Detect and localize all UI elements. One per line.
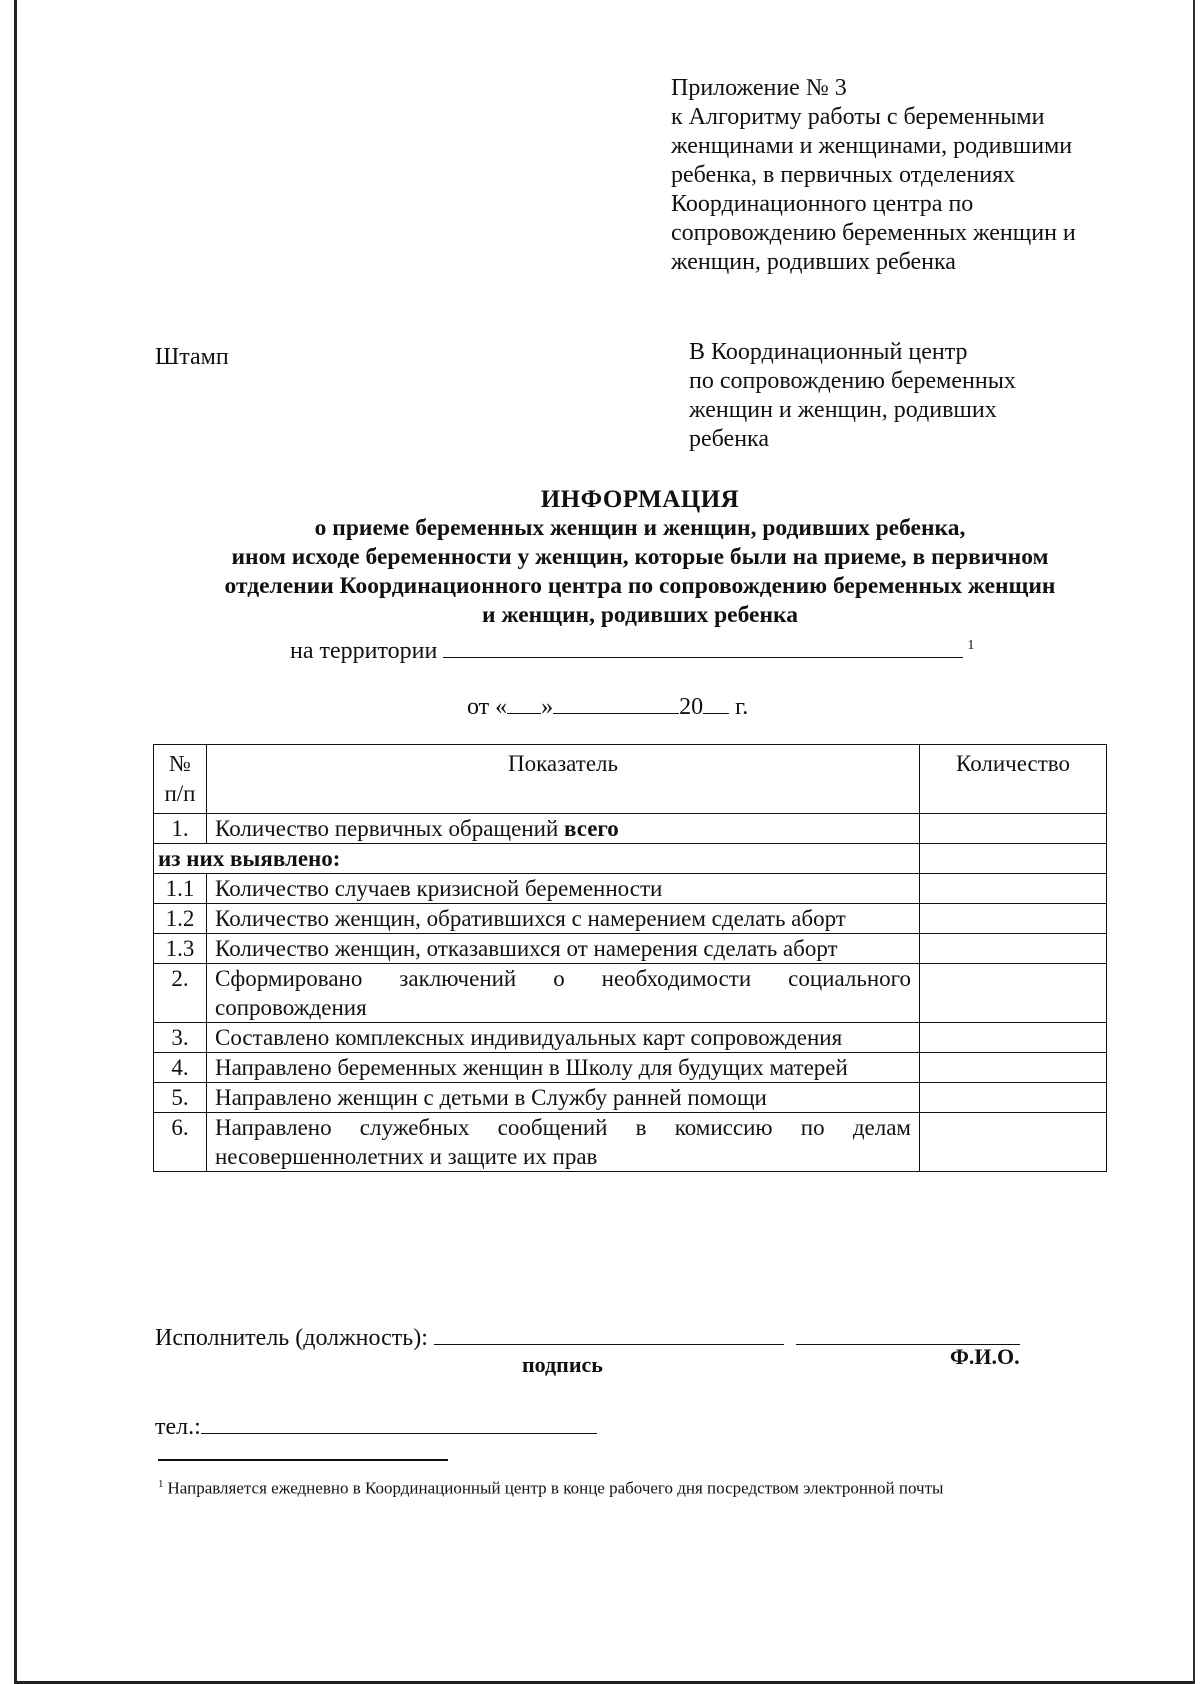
title-line: о приеме беременных женщин и женщин, родивших ребенка, [314, 515, 966, 541]
appendix-line: сопровождению беременных женщин и [671, 220, 1076, 246]
row-label [207, 814, 920, 844]
table-row [154, 874, 1107, 904]
date-field [467, 691, 748, 721]
recipient-line: В Координационный центр [689, 339, 968, 365]
row-number: 1.2 [154, 904, 207, 934]
date-prefix: от « [467, 694, 508, 720]
row-label: Количество случаев кризисной беременности [207, 874, 920, 904]
row-label: Составлено комплексных индивидуальных карт сопровождения [207, 1023, 920, 1053]
appendix-note [671, 74, 1151, 277]
row-quantity-cell[interactable] [920, 1023, 1107, 1053]
table-row [154, 934, 1107, 964]
row-number: 6. [154, 1113, 207, 1172]
row-number: 2. [154, 964, 207, 1023]
row-number: 1. [154, 814, 207, 844]
row-quantity-cell[interactable] [920, 904, 1107, 934]
territory-field [290, 633, 974, 665]
indicators-table [153, 744, 1107, 1172]
row-label-bold: всего [564, 816, 619, 841]
territory-blank[interactable] [443, 633, 963, 658]
row-number: 3. [154, 1023, 207, 1053]
title-line: и женщин, родивших ребенка [482, 602, 798, 628]
row-quantity-cell[interactable] [920, 874, 1107, 904]
document-title [120, 485, 1160, 630]
signature-caption: подпись [522, 1352, 603, 1377]
header-num: № п/п [154, 745, 207, 814]
phone-field [155, 1411, 597, 1441]
appendix-line: женщинами и женщинами, родившими [671, 133, 1073, 159]
footnote-mark: 1 [158, 1478, 164, 1490]
row-label: Направлено женщин с детьми в Службу ранней помощи [207, 1083, 920, 1113]
year-prefix: 20 [679, 694, 704, 720]
title-line: отделении Координационного центра по сопровождению беременных женщин [224, 573, 1056, 599]
row-quantity-cell[interactable] [920, 934, 1107, 964]
row-number: 5. [154, 1083, 207, 1113]
year-suffix: г. [735, 694, 749, 720]
row-label: Направлено служебных сообщений в комиссию по делам несовершеннолетних и защите их прав [207, 1113, 920, 1172]
table-row [154, 1083, 1107, 1113]
stamp-label: Штамп [155, 344, 229, 370]
header-indicator: Показатель [207, 745, 920, 814]
table-row [154, 844, 1107, 874]
title-line: ином исходе беременности у женщин, которые были на приеме, в первичном [231, 544, 1049, 570]
table-row [154, 904, 1107, 934]
table-header-row [154, 745, 1107, 814]
day-blank[interactable] [507, 691, 541, 714]
footnote-text: Направляется ежедневно в Координационный центр в конце рабочего дня посредством электронной почты [167, 1478, 944, 1498]
table-row [154, 1023, 1107, 1053]
recipient-line: по сопровождению беременных [689, 368, 1016, 394]
date-close-quote: » [541, 694, 554, 720]
recipient-address [689, 338, 1109, 454]
territory-label: на территории [290, 638, 438, 664]
row-quantity-cell[interactable] [920, 964, 1107, 1023]
appendix-line: Приложение № 3 [671, 75, 847, 101]
phone-label: тел.: [155, 1414, 201, 1440]
row-label-text: Количество первичных обращений [215, 816, 559, 841]
title-heading: ИНФОРМАЦИЯ [540, 486, 740, 513]
recipient-line: ребенка [689, 426, 769, 452]
appendix-line: Координационного центра по [671, 191, 974, 217]
row-number: 1.1 [154, 874, 207, 904]
row-label: Количество женщин, обратившихся с намерением сделать аборт [207, 904, 920, 934]
appendix-line: женщин, родивших ребенка [671, 249, 956, 275]
table-row [154, 1053, 1107, 1083]
table-row [154, 964, 1107, 1023]
row-quantity-cell[interactable] [920, 1083, 1107, 1113]
row-quantity-cell[interactable] [920, 844, 1107, 874]
row-number: 1.3 [154, 934, 207, 964]
footnote-separator [158, 1459, 448, 1461]
executor-field [155, 1322, 1020, 1352]
row-label: Сформировано заключений о необходимости социального сопровождения [207, 964, 920, 1023]
phone-blank[interactable] [201, 1411, 597, 1434]
row-subheading: из них выявлено: [154, 844, 920, 874]
appendix-line: ребенка, в первичных отделениях [671, 162, 1016, 188]
row-quantity-cell[interactable] [920, 1053, 1107, 1083]
executor-label: Исполнитель (должность): [155, 1325, 428, 1351]
row-quantity-cell[interactable] [920, 1113, 1107, 1172]
row-label: Направлено беременных женщин в Школу для будущих матерей [207, 1053, 920, 1083]
year-blank[interactable] [703, 691, 729, 714]
table-row [154, 1113, 1107, 1172]
row-label: Количество женщин, отказавшихся от намерения сделать аборт [207, 934, 920, 964]
row-number: 4. [154, 1053, 207, 1083]
table-row [154, 814, 1107, 844]
fio-blank[interactable] [796, 1322, 1020, 1345]
footnote-ref: 1 [967, 638, 975, 653]
month-blank[interactable] [553, 691, 679, 714]
row-quantity-cell[interactable] [920, 814, 1107, 844]
recipient-line: женщин и женщин, родивших [689, 397, 997, 423]
signature-blank[interactable] [434, 1322, 784, 1345]
fio-caption: Ф.И.О. [950, 1344, 1020, 1369]
header-quantity: Количество [920, 745, 1107, 814]
appendix-line: к Алгоритму работы с беременными [671, 104, 1045, 130]
footnote [158, 1478, 943, 1499]
